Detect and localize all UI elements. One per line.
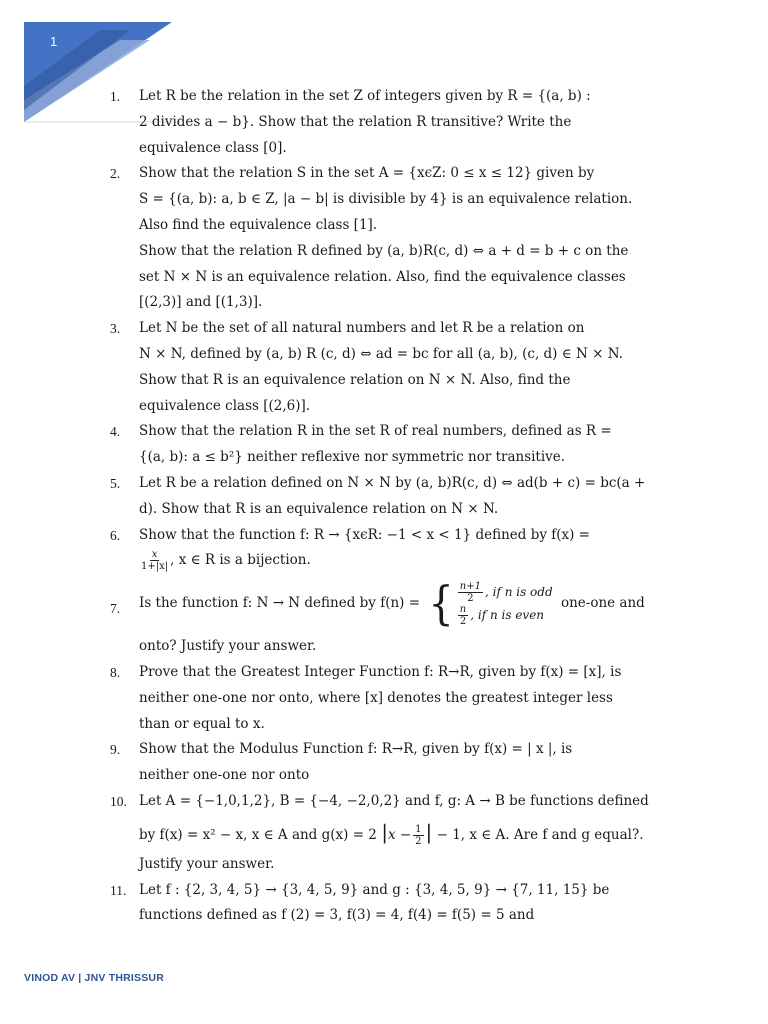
question-line-head: Is the function f: N → N defined by f(n) = [139,595,421,612]
question-list [110,84,680,929]
question-number: 8. [110,664,121,680]
footer-author: VINOD AV | JNV THRISSUR [24,972,164,984]
question-line: onto? Justify your answer. [139,638,317,655]
question-line: equivalence class [0]. [139,139,287,156]
question-line: d). Show that R is an equivalence relation on N × N. [139,500,499,517]
abs-bar-left: | [381,819,388,844]
question-6 [110,523,680,575]
question-line: Show that the relation R in the set R of real numbers, defined as R = [139,423,612,440]
question-number: 3. [110,321,121,337]
question-10 [110,789,680,878]
fraction-x-over-1-plus-abs-x [141,549,168,572]
question-line: Let R be the relation in the set Z of integers given by R = {(a, b) : [139,88,591,104]
question-line-tail: one-one and [560,595,645,612]
question-number: 1. [110,89,121,104]
question-number: 2. [110,166,121,182]
question-3 [110,316,680,419]
question-line: neither one-one nor onto, where [x] denotes the greatest integer less [139,689,613,706]
case-fraction [458,604,468,627]
question-line: S = {(a, b): a, b ∈ Z, |a − b| is divisible by 4} is an equivalence relation. [139,191,633,208]
question-line: Show that R is an equivalence relation on N × N. Also, find the [139,371,571,388]
fraction-numerator: 1 [415,823,422,835]
question-11 [110,878,680,930]
question-line-head: by f(x) = x² − x, x ∈ A and g(x) = 2 [139,826,377,843]
question-line [139,548,680,574]
question-line: Also find the equivalence class [1]. [139,216,378,233]
question-line: Let f : {2, 3, 4, 5} → {3, 4, 5, 9} and g : {3, 4, 5, 9} → {7, 11, 15} be [139,881,610,898]
question-line: Let N be the set of all natural numbers and let R be a relation on [139,320,585,337]
case-condition: , if n is odd [484,584,553,599]
case-condition: , if n is even [470,607,545,622]
question-line: than or equal to x. [139,715,265,732]
question-line: Let R be a relation defined on N × N by (a, b)R(c, d) ⇔ ad(b + c) = bc(a + [139,474,646,491]
question-8 [110,660,680,737]
fraction-numerator: n [459,603,467,615]
question-1 [110,84,680,161]
question-line: Prove that the Greatest Integer Function f: R→R, given by f(x) = [x], is [139,663,622,680]
question-number: 5. [110,475,121,491]
question-4 [110,419,680,471]
fraction-numerator: x [151,549,158,561]
abs-bar-right: | [425,819,433,844]
fraction-denominator: 2 [459,615,467,627]
piecewise-function [428,577,553,631]
question-line: 2 divides a − b}. Show that the relation R transitive? Write the [139,113,572,130]
question-line: set N × N is an equivalence relation. Also, find the equivalence classes [139,268,626,285]
abs-expression: x − [387,826,412,843]
question-line: equivalence class [(2,6)]. [139,397,311,414]
question-9 [110,737,680,789]
question-number: 4. [110,424,121,440]
question-line: Justify your answer. [139,855,275,872]
case-even [456,604,553,627]
question-line: Show that the relation R defined by (a, b)R(c, d) ⇔ a + d = b + c on the [139,242,629,259]
case-fraction [458,581,483,604]
question-line: Show that the Modulus Function f: R→R, given by f(x) = | x |, is [139,741,573,758]
question-7 [110,578,680,660]
question-5 [110,471,680,523]
piecewise-cases [456,581,553,627]
question-line: functions defined as f (2) = 3, f(3) = 4, f(4) = f(5) = 5 and [139,907,535,924]
question-line: {(a, b): a ≤ b²} neither reflexive nor symmetric nor transitive. [139,449,566,466]
question-line: neither one-one nor onto [139,767,310,784]
fraction-denominator: 1+|x| [141,561,169,573]
question-line: N × N, defined by (a, b) R (c, d) ⇔ ad = bc for all (a, b), (c, d) ∈ N × N. [139,345,623,362]
question-number: 11. [110,882,127,898]
fraction-denominator: 2 [467,592,474,604]
case-odd [456,581,553,604]
question-line: [(2,3)] and [(1,3)]. [139,294,263,311]
fraction-denominator: 2 [415,835,422,847]
question-line-tail: − 1, x ∈ A. Are f and g equal?. [436,826,644,843]
left-brace-icon: { [428,577,454,631]
question-line: Show that the function f: R → {xϵR: −1 < x < 1} defined by f(x) = [139,526,590,543]
question-number: 9. [110,742,121,758]
question-line: Let A = {−1,0,1,2}, B = {−4, −2,0,2} and f, g: A → B be functions defined [139,792,649,809]
question-number: 7. [110,601,121,617]
question-line: Show that the relation S in the set A = {xϵZ: 0 ≤ x ≤ 12} given by [139,165,595,182]
question-line [139,577,680,631]
fraction-numerator: n+1 [459,580,481,592]
question-number: 6. [110,527,121,543]
question-number: 10. [110,793,127,809]
question-2 [110,161,680,316]
half-fraction [413,824,423,847]
question-line [139,815,680,852]
page-number: 1 [50,34,58,49]
question-line-tail: , x ∈ R is a bijection. [170,552,311,569]
